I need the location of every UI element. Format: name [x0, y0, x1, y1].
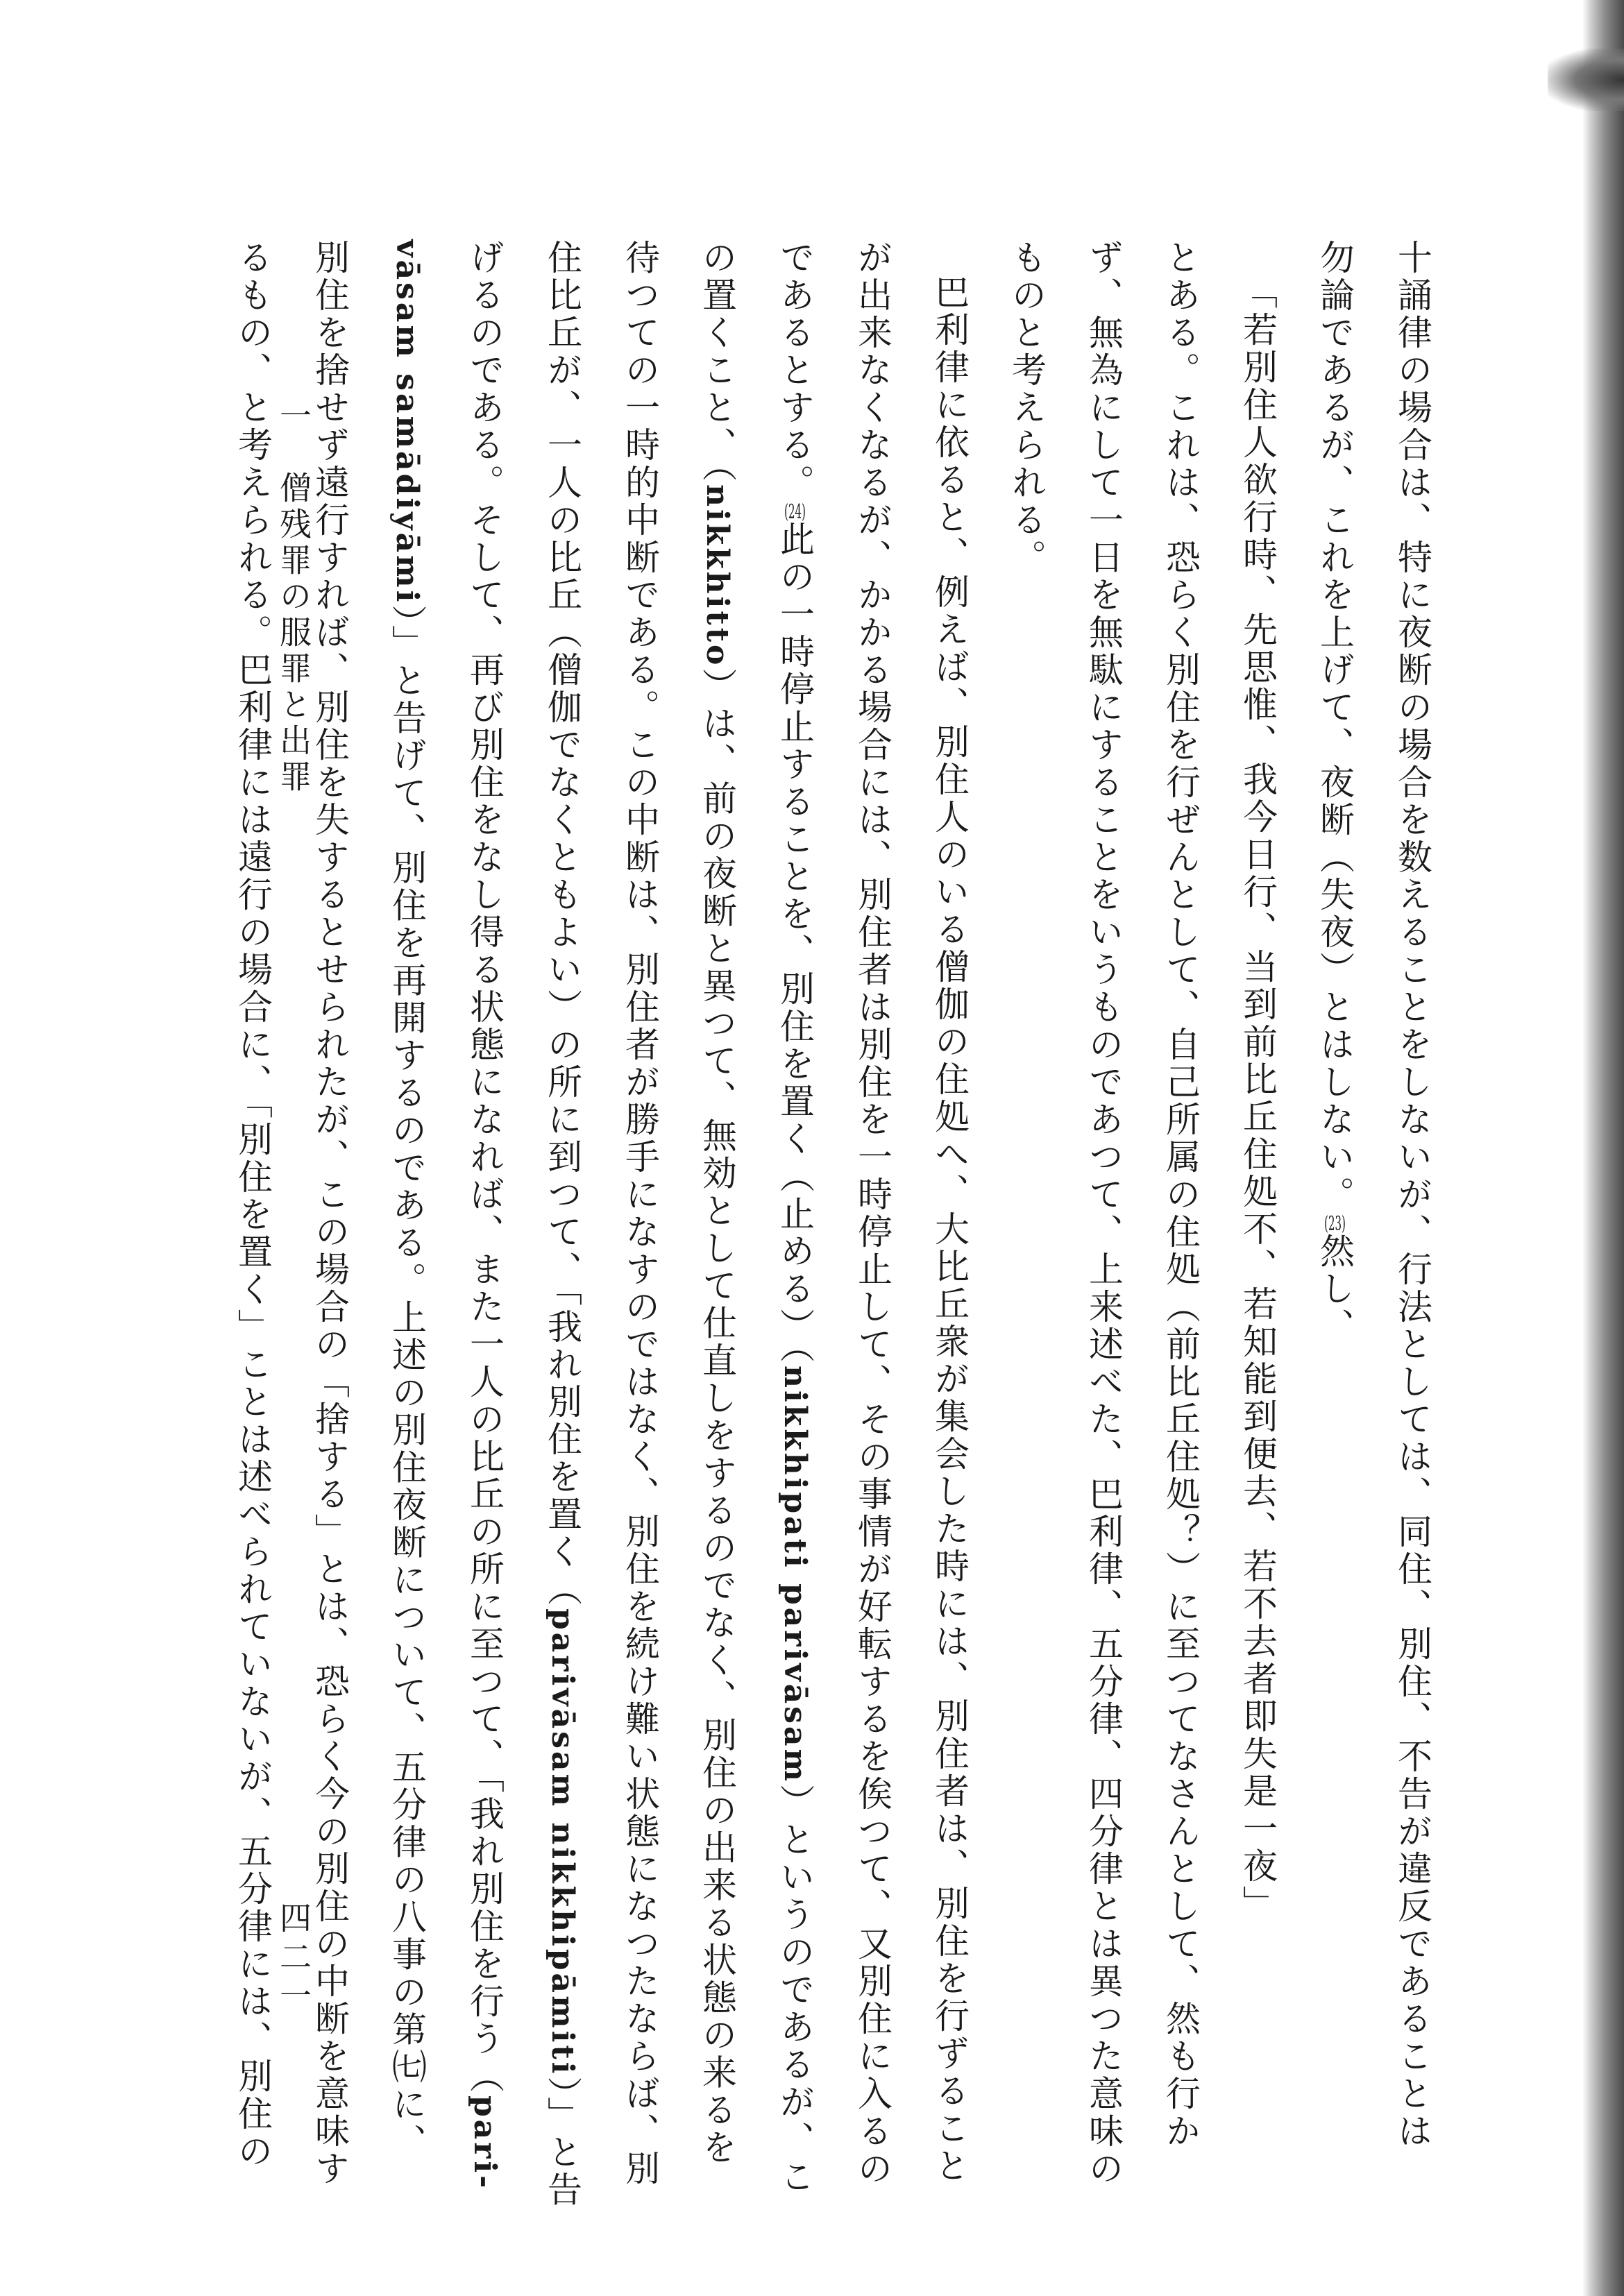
pali-term: vāsam samādiyāmi: [389, 239, 425, 605]
text-segment: 此の一時停止することを、別住を置く（止める）（: [775, 521, 815, 1366]
running-section-title: 一 僧残罪の服罪と出罪: [275, 399, 312, 796]
text-segment: が出来なくなるが、かかる場合には、別住者は別住を一時停止して、その事情が好転するを俟つて、又別住に入るの: [852, 239, 893, 2188]
page-number: 四二一: [275, 1901, 312, 2018]
pali-term: nikkhipati parivāsam: [777, 1366, 813, 1785]
text-segment: とある。これは、恐らく別住を行ぜんとして、自己所属の住処（前比丘住処？）に至つてなさんとして、然も行か: [1160, 239, 1201, 2150]
text-segment: ）というのであるが、こ: [775, 1784, 815, 2197]
text-line: [368, 239, 446, 2161]
text-segment: 巴利律に依ると、例えば、別住人のいる僧伽の住処へ、大比丘衆が集会した時には、別住者は、別住を行ずること: [929, 274, 970, 2185]
text-line: [446, 239, 523, 2191]
text-segment: げるのである。そして、再び別住をなし得る状態になれば、また一人の比丘の所に至つて、「我れ別住を行う（: [464, 239, 505, 2095]
text-line: [678, 239, 756, 2167]
pali-term: parivāsam nikkhipāmiti: [545, 1608, 580, 2077]
text-segment: 「若別住人欲行時、先思惟、我今日行、当到前比丘住処不、若知能到便去、若不去者即失是一夜」: [1237, 274, 1278, 1923]
pali-term: pari-: [467, 2095, 502, 2191]
text-segment: 住比丘が、一人の比丘（僧伽でなくともよい）の所に到つて、「我れ別住を置く（: [542, 239, 582, 1608]
text-segment: であるとする。: [775, 239, 815, 502]
scanner-edge-mark: [1548, 49, 1624, 111]
scanner-edge-shadow: [1582, 0, 1624, 2296]
text-segment: ）」と告げて、別住を再開するのである。上述の別住夜断について、五分律の八事の第㈦に、: [387, 604, 427, 2161]
text-segment: 勿論であるが、これを上げて、夜断（失夜）とはしない。: [1314, 239, 1355, 1214]
text-line: [1296, 239, 1373, 2085]
text-line: [601, 239, 678, 2188]
text-line: [1142, 239, 1219, 2150]
text-segment: 十誦律の場合は、特に夜断の場合を数えることをしないが、行法としては、同住、別住、不告が違反であることは: [1392, 239, 1432, 2150]
text-line: [834, 239, 911, 2188]
text-segment: ）は、前の夜断と異つて、無効として仕直しをするのでなく、別住の出来る状態の来るを: [697, 667, 737, 2167]
text-line: [523, 239, 601, 2209]
pali-term: nikkhitto: [700, 484, 735, 668]
text-line: [1373, 239, 1450, 2150]
text-segment: ものと考えられる。: [1006, 239, 1047, 577]
text-segment: ず、無為にして一日を無駄にすることをいうものであつて、上来述べた、巴利律、五分律、四分律とは異つた意味の: [1083, 239, 1124, 2188]
text-segment: の置くこと、（: [697, 239, 737, 484]
text-segment: ）」と告: [542, 2076, 582, 2209]
text-segment: るもの、と考えられる。巴利律には遠行の場合に、「別住を置く」ことは述べられていないが、五分律には、別住の: [232, 239, 273, 2170]
text-line: [911, 239, 988, 2185]
text-line: [988, 239, 1065, 2085]
footnote-reference: (23): [1324, 1214, 1346, 1233]
text-segment: 然し、: [1314, 1233, 1355, 1345]
text-line: [756, 239, 834, 2197]
text-segment: 別住を捨せず遠行すれば、別住を失するとせられたが、この場合の「捨する」とは、恐らく今の別住の中断を意味す: [310, 239, 350, 2188]
text-line: [1065, 239, 1142, 2188]
text-line: [1219, 239, 1296, 2085]
footnote-reference: (24): [784, 502, 806, 521]
body-text: [214, 239, 1450, 2209]
text-segment: 待つての一時的中断である。この中断は、別住者が勝手になすのではなく、別住を続け難い状態になつたならば、別: [620, 239, 660, 2188]
